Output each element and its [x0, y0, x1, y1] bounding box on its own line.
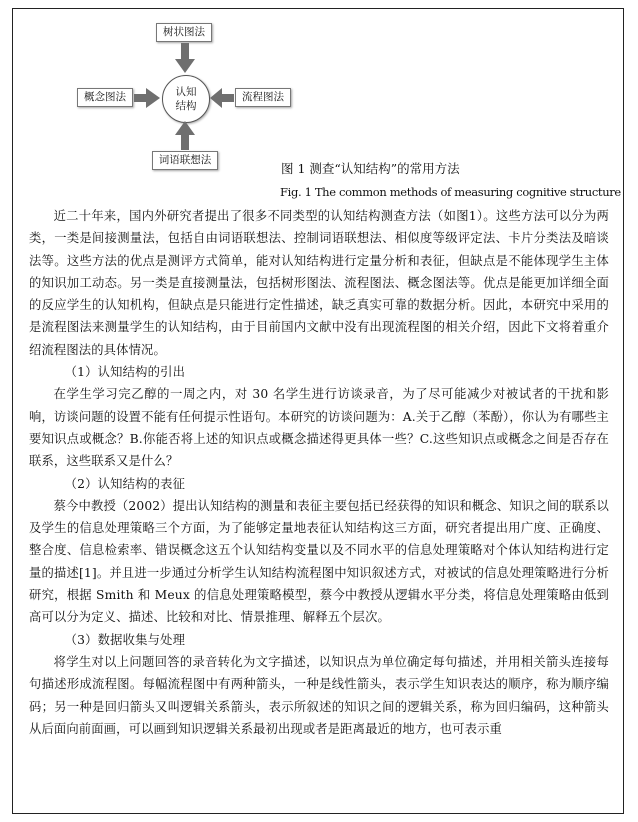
heading-data-processing: （3）数据收集与处理 — [64, 632, 186, 647]
concept-map-node: 概念图法 — [77, 88, 133, 107]
paragraph-methods-overview: 近二十年来，国内外研究者提出了很多不同类型的认知结构测查方法（如图1）。这些方法可以分为两类，一类是间接测量法，包括自由词语联想法、控制词语联想法、相似度等级评定法、卡片分类法及暗谈法等。这些方法的优点是测评方式简单，能对认知结构进行定量分析和表征，但缺点是不能体现学生主体的知识加工动态。另一类是直接测量法，包括树形图法、流程图法、概念图法等。优点是能更加详细全面的反应学生的认知机构，但缺点是只能进行定性描述，缺乏真实可靠的数据分析。因此，本研究中采用的是流程图法来测量学生的认知结构，由于目前国内文献中没有出现流程图的相关介绍，因此下文将着重介绍流程图法的具体情况。 — [29, 209, 609, 357]
arrow-right-icon — [134, 88, 160, 108]
paragraph-representation: 蔡今中教授（2002）提出认知结构的测量和表征主要包括已经获得的知识和概念、知识之间的联系以及学生的信息处理策略三个方面，为了能够定量地表征认知结构这三方面，研究者提出用广度、正确度、整合度、信息检索率、错误概念这五个认知结构变量以及不同水平的信息处理策略对个体认知结构进行定量的描述[1]。并且进一步通过分析学生认知结构流程图中知识叙述方式，对被试的信息处理策略进行分析研究，根据 Smith 和 Meux 的信息处理策略模型，蔡今中教授从逻辑水平分类，将信息处理策略由低到高可以分为定义、描述、比较和对比、情景推理、解释五个层次。 — [29, 498, 609, 625]
body-text — [29, 205, 609, 740]
center-label-line2: 结构 — [175, 100, 197, 112]
flowchart-node: 流程图法 — [235, 88, 291, 107]
figure-caption-english: Fig. 1 The common methods of measuring cognitive structure — [280, 185, 621, 199]
cognitive-structure-node — [162, 75, 210, 123]
word-association-node: 词语联想法 — [152, 151, 218, 170]
tree-diagram-node: 树状图法 — [156, 23, 212, 42]
document-page — [12, 8, 624, 814]
arrow-left-icon — [210, 88, 234, 108]
paragraph-elicitation: 在学生学习完乙醇的一周之内，对 30 名学生进行访谈录音，为了尽可能减少对被试者的干扰和影响，访谈问题的设置不能有任何提示性语句。本研究的访谈问题为：A.关于乙醇（苯酚），你认为有哪些主要知识点或概念？B.你能否将上述的知识点或概念描述得更具体一些？C.这些知识点或概念之间是否存在联系，这些联系又是什么？ — [29, 387, 609, 469]
paragraph-data-processing: 将学生对以上问题回答的录音转化为文字描述，以知识点为单位确定每句描述，并用相关箭头连接每句描述形成流程图。每幅流程图中有两种箭头，一种是线性箭头，表示学生知识表达的顺序，称为顺序编码；另一种是回归箭头又叫逻辑关系箭头，表示所叙述的知识之间的逻辑关系，称为回归编码，这种箭头从后面向前面画，可以画到知识逻辑关系最初出现或者是距离最近的地方，也可表示重 — [29, 654, 609, 736]
heading-elicitation: （1）认知结构的引出 — [64, 365, 186, 380]
figure-caption-chinese: 图 1 测查“认知结构”的常用方法 — [281, 161, 460, 176]
center-label-line1: 认知 — [175, 86, 197, 98]
arrow-down-icon — [175, 43, 195, 73]
heading-representation: （2）认知结构的表征 — [64, 476, 186, 491]
arrow-up-icon — [175, 121, 195, 150]
